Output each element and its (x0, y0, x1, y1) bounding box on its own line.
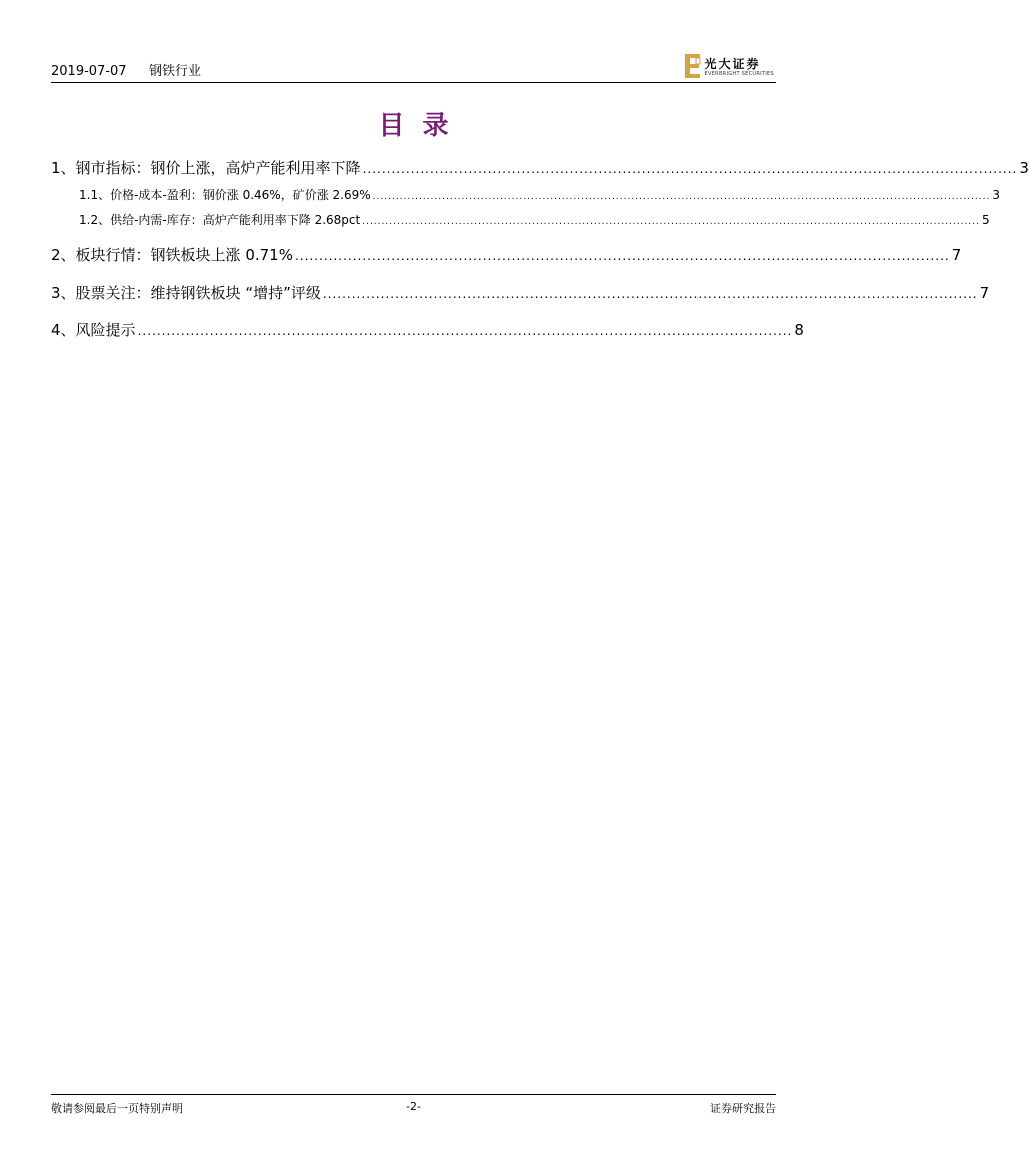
toc-leader-dots: ................................................................................................................................................................ (362, 217, 980, 227)
toc-entry-number: 2、 (51, 246, 76, 264)
toc-title: 目录 (378, 111, 467, 141)
toc-entry-page: 3 (1019, 159, 1029, 177)
company-logo (685, 52, 774, 78)
toc-entry-1[interactable] (51, 157, 1029, 178)
toc-entry-1-1[interactable] (51, 186, 1001, 203)
toc-entry-page: 3 (992, 188, 1001, 202)
page-header (51, 52, 776, 83)
toc-entry-number: 1.2、 (79, 213, 111, 227)
everbright-logo-icon (685, 54, 701, 78)
report-date: 2019-07-07 (51, 64, 127, 79)
toc-leader-dots: ........................................................................................................................................ (362, 162, 1018, 176)
logo-chinese-name: 光大证券 (704, 57, 761, 71)
toc-entry-text: 价格-成本-盈利：钢价涨 0.46%，矿价涨 2.69% (110, 188, 371, 202)
footer-doc-type: 证券研究报告 (710, 1102, 776, 1115)
toc-entry-text: 供给-内需-库存：高炉产能利用率下降 2.68pct (110, 213, 361, 227)
toc-entry-text: 板块行情：钢铁板块上涨 0.71% (75, 246, 293, 264)
footer-disclaimer: 敬请参阅最后一页特别声明 (51, 1102, 183, 1115)
toc-leader-dots: ........................................................................................................................................ (294, 249, 950, 263)
toc-entry-1-2[interactable] (51, 211, 990, 228)
toc-entry-text: 风险提示 (75, 321, 136, 339)
toc-entry-number: 1.1、 (79, 188, 111, 202)
toc-entry-text: 股票关注：维持钢铁板块 “增持”评级 (75, 284, 321, 302)
toc-entry-page: 7 (951, 246, 962, 264)
footer-page-number: -2- (406, 1100, 421, 1113)
toc-leader-dots: ................................................................................................................................................................ (372, 192, 991, 202)
toc-leader-dots: ........................................................................................................................................ (137, 324, 793, 338)
toc-entry-number: 4、 (51, 321, 76, 339)
toc-entry-page: 5 (981, 213, 990, 227)
toc-entry-page: 8 (794, 321, 804, 339)
toc-entry-4[interactable] (51, 319, 804, 340)
logo-english-name: EVERBRIGHT SECURITIES (704, 71, 774, 77)
toc-entry-number: 3、 (51, 284, 76, 302)
industry-label: 钢铁行业 (149, 64, 202, 79)
toc-entry-3[interactable] (51, 282, 990, 303)
page-footer (51, 1094, 776, 1117)
toc-entry-page: 7 (979, 284, 990, 302)
toc-entry-number: 1、 (51, 159, 76, 177)
toc-entry-2[interactable] (51, 244, 962, 265)
toc-leader-dots: ........................................................................................................................................ (322, 287, 978, 301)
toc-entry-text: 钢市指标：钢价上涨，高炉产能利用率下降 (75, 159, 361, 177)
